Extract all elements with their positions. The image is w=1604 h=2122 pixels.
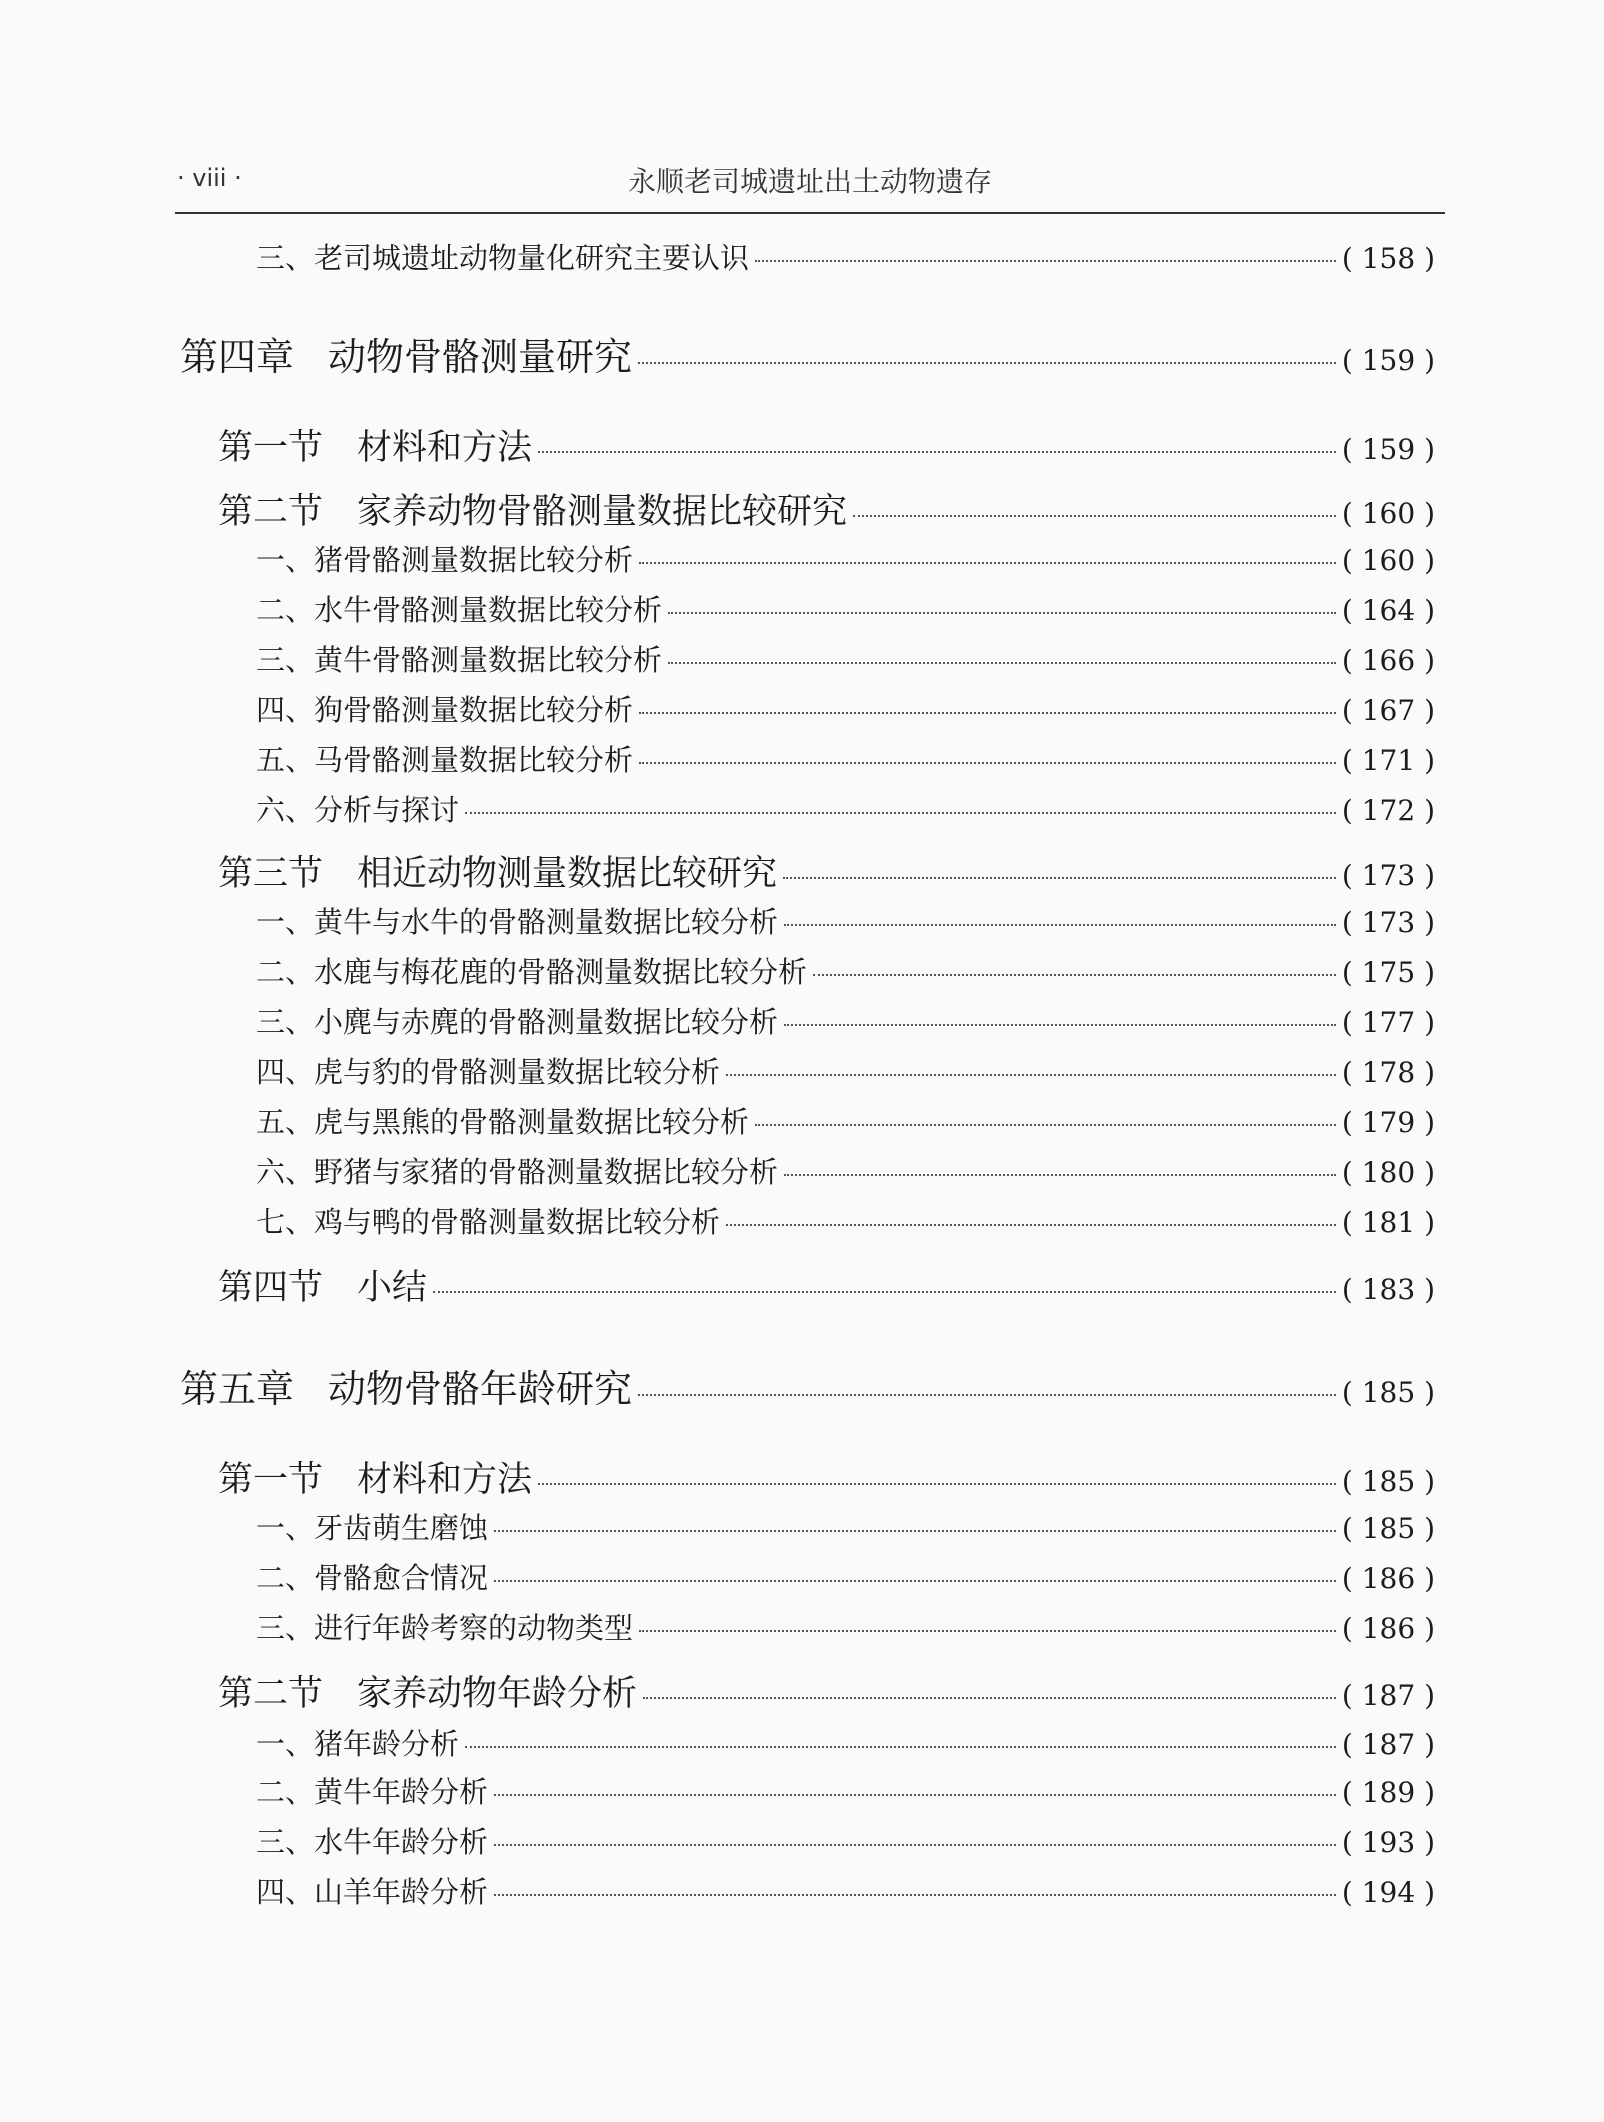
dot-leader <box>726 1224 1336 1226</box>
toc-entry-text: 动物骨骼年龄研究 <box>328 1367 633 1411</box>
toc-entry-title: 五、虎与黑熊的骨骼测量数据比较分析 <box>256 1105 750 1139</box>
toc-entry-item <box>256 1000 1435 1041</box>
dot-leader <box>465 1746 1336 1748</box>
dot-leader <box>639 712 1336 714</box>
dot-leader <box>638 362 1336 364</box>
toc-page-number: ( 178 ) <box>1341 1056 1435 1089</box>
toc-entry-number: 第五章 <box>180 1367 295 1411</box>
toc-entry-title <box>180 1358 632 1413</box>
toc-page-number: ( 185 ) <box>1341 1465 1435 1498</box>
toc-entry-text: 小结 <box>357 1268 428 1308</box>
toc-entry-number: 第二节 <box>218 492 324 532</box>
toc-entry-title: 一、黄牛与水牛的骨骼测量数据比较分析 <box>256 905 779 939</box>
toc-page-number: ( 171 ) <box>1341 744 1435 777</box>
dot-leader <box>639 762 1336 764</box>
dot-leader <box>494 1844 1336 1846</box>
toc-entry-title: 二、水鹿与梅花鹿的骨骼测量数据比较分析 <box>256 955 808 989</box>
toc-page-number: ( 187 ) <box>1341 1728 1435 1761</box>
toc-entry-text: 家养动物年龄分析 <box>357 1674 638 1714</box>
toc-entry-chapter <box>180 326 1435 381</box>
toc-entry-number: 第一节 <box>218 428 324 468</box>
dot-leader <box>494 1894 1336 1896</box>
toc-page-number: ( 185 ) <box>1341 1512 1435 1545</box>
toc-entry-title: 三、老司城遗址动物量化研究主要认识 <box>256 241 750 275</box>
toc-page-number: ( 185 ) <box>1341 1376 1435 1409</box>
toc-entry-title: 二、水牛骨骼测量数据比较分析 <box>256 593 663 627</box>
toc-page-number: ( 181 ) <box>1341 1206 1435 1239</box>
toc-page-number: ( 180 ) <box>1341 1156 1435 1189</box>
toc-entry-title: 一、牙齿萌生磨蚀 <box>256 1511 489 1545</box>
dot-leader <box>755 1124 1336 1126</box>
dot-leader <box>639 562 1336 564</box>
dot-leader <box>494 1580 1336 1582</box>
toc-entry-number: 第四章 <box>180 335 295 379</box>
toc-page-number: ( 164 ) <box>1341 594 1435 627</box>
toc-entry-text: 材料和方法 <box>357 1460 533 1500</box>
toc-entry-item <box>256 1556 1435 1597</box>
toc-entry-section <box>218 846 1435 896</box>
dot-leader <box>538 451 1336 453</box>
book-title: 永顺老司城遗址出土动物遗存 <box>627 165 992 198</box>
toc-page-number: ( 177 ) <box>1341 1006 1435 1039</box>
toc-page-number: ( 189 ) <box>1341 1776 1435 1809</box>
toc-entry-section <box>218 420 1435 470</box>
dot-leader <box>783 877 1336 879</box>
toc-page-number: ( 193 ) <box>1341 1826 1435 1859</box>
toc-entry-item <box>256 1870 1435 1911</box>
toc-page-number: ( 187 ) <box>1341 1679 1435 1712</box>
toc-entry-text: 材料和方法 <box>357 428 533 468</box>
toc-entry-text: 相近动物测量数据比较研究 <box>357 854 778 894</box>
toc-entry-item <box>256 638 1435 679</box>
toc-entry-title <box>180 326 632 381</box>
toc-page-number: ( 160 ) <box>1341 497 1435 530</box>
toc-entry-item <box>256 1722 1435 1763</box>
toc-entry-item <box>256 1150 1435 1191</box>
dot-leader <box>784 1174 1336 1176</box>
dot-leader <box>465 812 1336 814</box>
toc-page-number: ( 159 ) <box>1341 433 1435 466</box>
dot-leader <box>668 662 1336 664</box>
toc-entry-title: 三、小麂与赤麂的骨骼测量数据比较分析 <box>256 1005 779 1039</box>
toc-entry-item <box>256 950 1435 991</box>
page-number: · viii · <box>177 164 242 192</box>
toc-entry-item <box>256 1770 1435 1811</box>
toc-page-number: ( 186 ) <box>1341 1612 1435 1645</box>
dot-leader <box>784 924 1336 926</box>
dot-leader <box>494 1794 1336 1796</box>
toc-entry-title <box>218 420 532 470</box>
toc-page-number: ( 175 ) <box>1341 956 1435 989</box>
toc-entry-section <box>218 484 1435 534</box>
toc-entry-title <box>218 846 777 896</box>
dot-leader <box>853 515 1336 517</box>
toc-entry-item <box>256 1100 1435 1141</box>
toc-entry-title <box>218 1666 637 1716</box>
toc-entry-number: 第三节 <box>218 854 324 894</box>
dot-leader <box>639 1630 1336 1632</box>
toc-entry-title: 六、分析与探讨 <box>256 793 460 827</box>
toc-page-number: ( 158 ) <box>1341 242 1435 275</box>
toc-entry-title: 二、黄牛年龄分析 <box>256 1775 489 1809</box>
toc-page-number: ( 179 ) <box>1341 1106 1435 1139</box>
dot-leader <box>784 1024 1336 1026</box>
toc-entry-title <box>218 1260 427 1310</box>
toc-entry-item <box>256 788 1435 829</box>
toc-entry-item <box>256 1200 1435 1241</box>
toc-entry-text: 动物骨骼测量研究 <box>328 335 633 379</box>
toc-entry-item <box>256 900 1435 941</box>
dot-leader <box>494 1530 1336 1532</box>
toc-entry-text: 家养动物骨骼测量数据比较研究 <box>357 492 848 532</box>
toc-page-number: ( 183 ) <box>1341 1273 1435 1306</box>
toc-page-number: ( 173 ) <box>1341 859 1435 892</box>
toc-entry-item <box>256 588 1435 629</box>
toc-page-number: ( 194 ) <box>1341 1876 1435 1909</box>
toc-entry-section <box>218 1260 1435 1310</box>
toc-entry-title: 二、骨骼愈合情况 <box>256 1561 489 1595</box>
toc-entry-item <box>256 538 1435 579</box>
toc-entry-item <box>256 1506 1435 1547</box>
toc-entry-title: 七、鸡与鸭的骨骼测量数据比较分析 <box>256 1205 721 1239</box>
toc-page-number: ( 173 ) <box>1341 906 1435 939</box>
toc-entry-title: 五、马骨骼测量数据比较分析 <box>256 743 634 777</box>
dot-leader <box>643 1697 1336 1699</box>
toc-page-number: ( 186 ) <box>1341 1562 1435 1595</box>
dot-leader <box>638 1394 1336 1396</box>
dot-leader <box>755 260 1336 262</box>
toc-page-number: ( 172 ) <box>1341 794 1435 827</box>
toc-page-number: ( 160 ) <box>1341 544 1435 577</box>
toc-entry-title: 四、山羊年龄分析 <box>256 1875 489 1909</box>
toc-entry-title: 一、猪骨骼测量数据比较分析 <box>256 543 634 577</box>
dot-leader <box>433 1291 1336 1293</box>
toc-entry-section <box>218 1666 1435 1716</box>
toc-entry-title: 三、进行年龄考察的动物类型 <box>256 1611 634 1645</box>
toc-entry-title: 三、黄牛骨骼测量数据比较分析 <box>256 643 663 677</box>
dot-leader <box>813 974 1336 976</box>
toc-entry-item <box>256 1050 1435 1091</box>
toc-entry-title: 六、野猪与家猪的骨骼测量数据比较分析 <box>256 1155 779 1189</box>
toc-page-number: ( 166 ) <box>1341 644 1435 677</box>
toc-entry-item <box>256 236 1435 277</box>
dot-leader <box>538 1483 1336 1485</box>
toc-entry-item <box>256 1606 1435 1647</box>
toc-entry-title: 一、猪年龄分析 <box>256 1727 460 1761</box>
toc-entry-item <box>256 738 1435 779</box>
toc-entry-number: 第一节 <box>218 1460 324 1500</box>
toc-page-number: ( 167 ) <box>1341 694 1435 727</box>
toc-entry-title: 三、水牛年龄分析 <box>256 1825 489 1859</box>
toc-entry-number: 第二节 <box>218 1674 324 1714</box>
toc-page-number: ( 159 ) <box>1341 344 1435 377</box>
dot-leader <box>668 612 1336 614</box>
toc-entry-title: 四、虎与豹的骨骼测量数据比较分析 <box>256 1055 721 1089</box>
toc-entry-item <box>256 688 1435 729</box>
toc-entry-chapter <box>180 1358 1435 1413</box>
toc-entry-title: 四、狗骨骼测量数据比较分析 <box>256 693 634 727</box>
toc-entry-title <box>218 1452 532 1502</box>
dot-leader <box>726 1074 1336 1076</box>
toc-entry-title <box>218 484 847 534</box>
toc-entry-section <box>218 1452 1435 1502</box>
toc-entry-item <box>256 1820 1435 1861</box>
running-header <box>175 160 1445 214</box>
toc-entry-number: 第四节 <box>218 1268 324 1308</box>
